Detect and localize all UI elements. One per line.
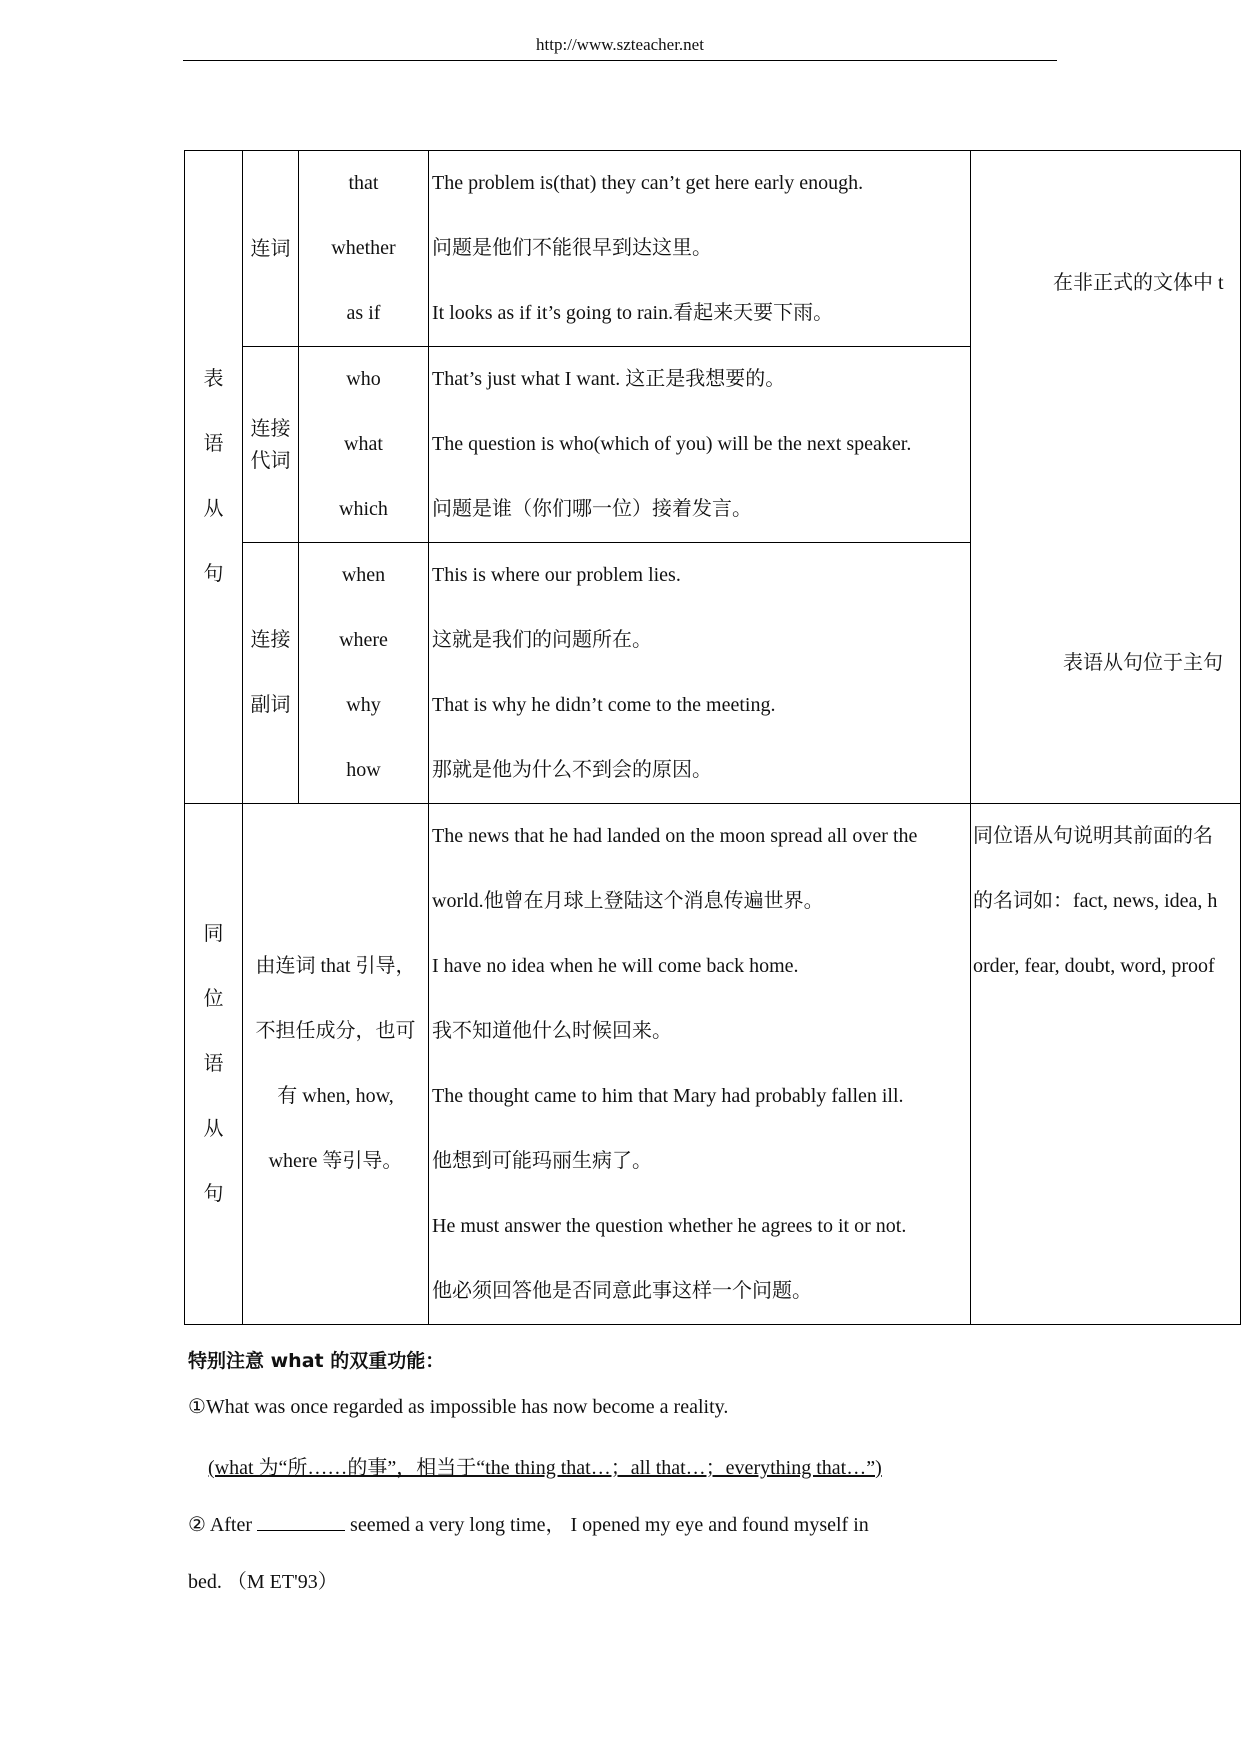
word-list: when where why how xyxy=(299,543,429,804)
table-row xyxy=(185,151,1241,347)
page-header xyxy=(183,34,1057,61)
predicative-clause-label: 表 语 从 句 xyxy=(185,151,243,804)
category-conjunctive-adverb: 连接 副词 xyxy=(243,543,299,804)
appositive-category: 由连词 that 引导， 不担任成分，也可 有 when, how, where 等引导。 xyxy=(243,804,429,1325)
word-list: who what which xyxy=(299,347,429,543)
example-item-1: ①What was once regarded as impossible has now become a reality. xyxy=(188,1396,729,1418)
example-item-1-note: (what 为“所……的事”，相当于“the thing that…；all that…；everything that…”) xyxy=(208,1457,882,1479)
example-cell: That’s just what I want. 这正是我想要的。 The question is who(which of you) will be the next speaker. 问题是谁（你们哪一位）接着发言。 xyxy=(429,347,971,543)
category-conjunctive-pronoun: 连接 代词 xyxy=(243,347,299,543)
example-item-2: ② After seemed a very long time， I opened my eye and found myself in xyxy=(188,1514,869,1536)
predicative-note-cell xyxy=(971,151,1241,804)
table-row xyxy=(185,804,1241,1325)
answer-blank[interactable] xyxy=(257,1512,345,1531)
example-cell: The problem is(that) they can’t get here early enough. 问题是他们不能很早到达这里。 It looks as if it’s going to rain.看起来天要下雨。 xyxy=(429,151,971,347)
clause-table xyxy=(184,150,1241,1325)
appositive-note-cell: 同位语从句说明其前面的名 的名词如：fact, news, idea, h order, fear, doubt, word, proof xyxy=(971,804,1241,1325)
category-conjunction: 连词 xyxy=(243,151,299,347)
predicative-note-2: 表语从句位于主句 xyxy=(1063,652,1223,674)
appositive-clause-label: 同 位 语 从 句 xyxy=(185,804,243,1325)
example-cell: This is where our problem lies. 这就是我们的问题所在。 That is why he didn’t come to the meeting. 那就是他为什么不到会的原因。 xyxy=(429,543,971,804)
example-cell: The news that he had landed on the moon spread all over the world.他曾在月球上登陆这个消息传遍世界。 I have no idea when he will come back home. 我不知道他什么时候回来。 The thought came to him that Mary had probably fallen ill. 他想到可能玛丽生病了。 He must answer the question whether he agrees to it or not. 他必须回答他是否同意此事这样一个问题。 xyxy=(429,804,971,1325)
predicative-note-1: 在非正式的文体中 t xyxy=(1053,272,1224,294)
example-item-2-continued: bed. （M ET'93） xyxy=(188,1571,338,1593)
word-list: that whether as if xyxy=(299,151,429,347)
section-heading: 特别注意 what 的双重功能： xyxy=(188,1350,445,1372)
header-url: http://www.szteacher.net xyxy=(536,35,704,54)
